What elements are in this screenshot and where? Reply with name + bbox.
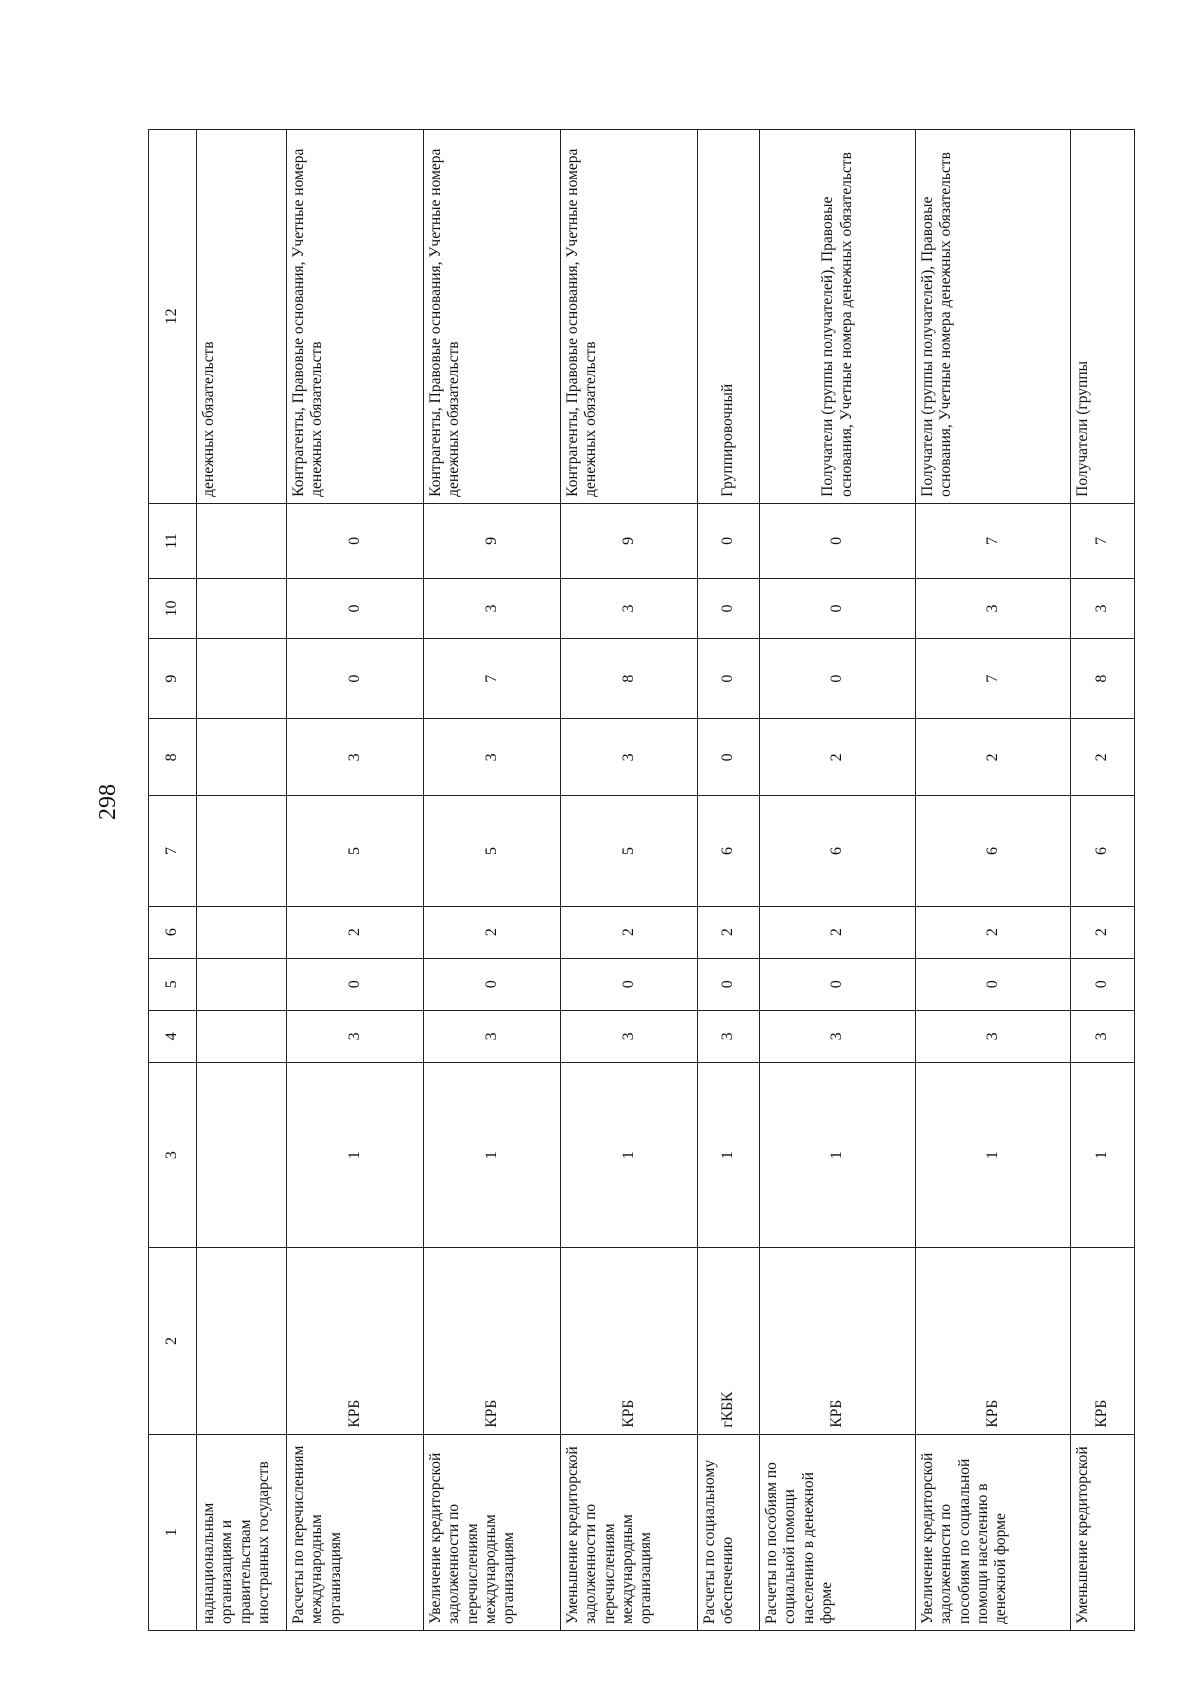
analytics-cell: Контрагенты, Правовые основания, Учетные номера денежных обязательств [561,130,698,504]
accounts-table [148,129,1135,1631]
row-name-cell: Уменьшение кредиторской задолженности по перечислениям международным организациям [561,1434,698,1630]
table-row [698,130,760,1631]
code-cell: КРБ [760,1248,916,1434]
column-header: 3 [149,1062,197,1247]
cell-col5 [197,958,287,1010]
row-name-cell: наднациональным организациям и правительствам иностранных государств [197,1434,287,1630]
column-header: 11 [149,503,197,578]
cell-col11 [197,503,287,578]
cell-col6: 2 [424,906,561,958]
cell-col8: 3 [287,719,424,796]
column-header: 10 [149,578,197,638]
cell-col4 [197,1010,287,1062]
row-name-cell: Расчеты по перечислениям международным организациям [287,1434,424,1630]
table-row [287,130,424,1631]
cell-col6: 2 [287,906,424,958]
cell-col11: 9 [561,503,698,578]
code-cell: гКБК [698,1248,760,1434]
cell-col7 [197,796,287,906]
analytics-cell: Получатели (группы [1071,130,1135,504]
cell-col3: 1 [760,1062,916,1247]
cell-col3: 1 [287,1062,424,1247]
code-cell: КРБ [424,1248,561,1434]
cell-col3: 1 [698,1062,760,1247]
cell-col9: 7 [916,639,1071,719]
header-row [149,130,197,1631]
table-row [424,130,561,1631]
cell-col4: 3 [424,1010,561,1062]
cell-col8: 2 [760,719,916,796]
cell-col5: 0 [698,958,760,1010]
cell-col10: 0 [287,578,424,638]
cell-col11: 0 [760,503,916,578]
cell-col7: 6 [698,796,760,906]
cell-col7: 5 [424,796,561,906]
cell-col9: 0 [698,639,760,719]
cell-col9 [197,639,287,719]
cell-col10 [197,578,287,638]
cell-col6: 2 [916,906,1071,958]
cell-col3: 1 [424,1062,561,1247]
cell-col8 [197,719,287,796]
cell-col9: 7 [424,639,561,719]
cell-col8: 2 [916,719,1071,796]
row-name-cell: Расчеты по пособиям по социальной помощи населению в денежной форме [760,1434,916,1630]
code-cell [197,1248,287,1434]
cell-col3 [197,1062,287,1247]
cell-col6: 2 [760,906,916,958]
page-number: 298 [95,784,121,820]
cell-col5: 0 [760,958,916,1010]
cell-col11: 9 [424,503,561,578]
column-header: 12 [149,130,197,504]
cell-col11: 7 [1071,503,1135,578]
cell-col6 [197,906,287,958]
cell-col7: 5 [287,796,424,906]
cell-col10: 0 [698,578,760,638]
cell-col8: 3 [424,719,561,796]
cell-col10: 3 [916,578,1071,638]
column-header: 9 [149,639,197,719]
analytics-cell: Получатели (группы получателей), Правовые основания, Учетные номера денежных обязательств [916,130,1071,504]
cell-col5: 0 [287,958,424,1010]
cell-col10: 3 [1071,578,1135,638]
row-name-cell: Уменьшение кредиторской [1071,1434,1135,1630]
cell-col11: 0 [287,503,424,578]
column-header: 8 [149,719,197,796]
cell-col5: 0 [424,958,561,1010]
cell-col4: 3 [760,1010,916,1062]
cell-col5: 0 [916,958,1071,1010]
cell-col4: 3 [916,1010,1071,1062]
cell-col8: 3 [561,719,698,796]
analytics-cell: денежных обязательств [197,130,287,504]
analytics-cell: Группировочный [698,130,760,504]
cell-col8: 0 [698,719,760,796]
cell-col9: 0 [287,639,424,719]
cell-col4: 3 [698,1010,760,1062]
row-name-cell: Увеличение кредиторской задолженности по пособиям по социальной помощи населению в денежной форме [916,1434,1071,1630]
cell-col4: 3 [1071,1010,1135,1062]
table-row [1071,130,1135,1631]
cell-col6: 2 [561,906,698,958]
cell-col9: 0 [760,639,916,719]
table-row [197,130,287,1631]
table-row [561,130,698,1631]
cell-col9: 8 [561,639,698,719]
code-cell: КРБ [561,1248,698,1434]
cell-col5: 0 [1071,958,1135,1010]
cell-col10: 3 [561,578,698,638]
cell-col4: 3 [287,1010,424,1062]
column-header: 2 [149,1248,197,1434]
column-header: 7 [149,796,197,906]
cell-col7: 5 [561,796,698,906]
column-header: 1 [149,1434,197,1630]
cell-col10: 3 [424,578,561,638]
cell-col3: 1 [916,1062,1071,1247]
cell-col7: 6 [916,796,1071,906]
cell-col6: 2 [698,906,760,958]
cell-col8: 2 [1071,719,1135,796]
cell-col3: 1 [561,1062,698,1247]
table-row [916,130,1071,1631]
cell-col5: 0 [561,958,698,1010]
table-row [760,130,916,1631]
cell-col10: 0 [760,578,916,638]
row-name-cell: Увеличение кредиторской задолженности по перечислениям международным организациям [424,1434,561,1630]
column-header: 6 [149,906,197,958]
cell-col11: 0 [698,503,760,578]
row-name-cell: Расчеты по социальному обеспечению [698,1434,760,1630]
code-cell: КРБ [916,1248,1071,1434]
cell-col9: 8 [1071,639,1135,719]
code-cell: КРБ [1071,1248,1135,1434]
code-cell: КРБ [287,1248,424,1434]
analytics-cell: Контрагенты, Правовые основания, Учетные номера денежных обязательств [424,130,561,504]
cell-col7: 6 [760,796,916,906]
analytics-cell: Контрагенты, Правовые основания, Учетные номера денежных обязательств [287,130,424,504]
analytics-cell: Получатели (группы получателей), Правовые основания, Учетные номера денежных обязательств [760,130,916,504]
column-header: 5 [149,958,197,1010]
cell-col6: 2 [1071,906,1135,958]
table-container [148,129,1134,1631]
cell-col7: 6 [1071,796,1135,906]
cell-col11: 7 [916,503,1071,578]
cell-col4: 3 [561,1010,698,1062]
column-header: 4 [149,1010,197,1062]
cell-col3: 1 [1071,1062,1135,1247]
